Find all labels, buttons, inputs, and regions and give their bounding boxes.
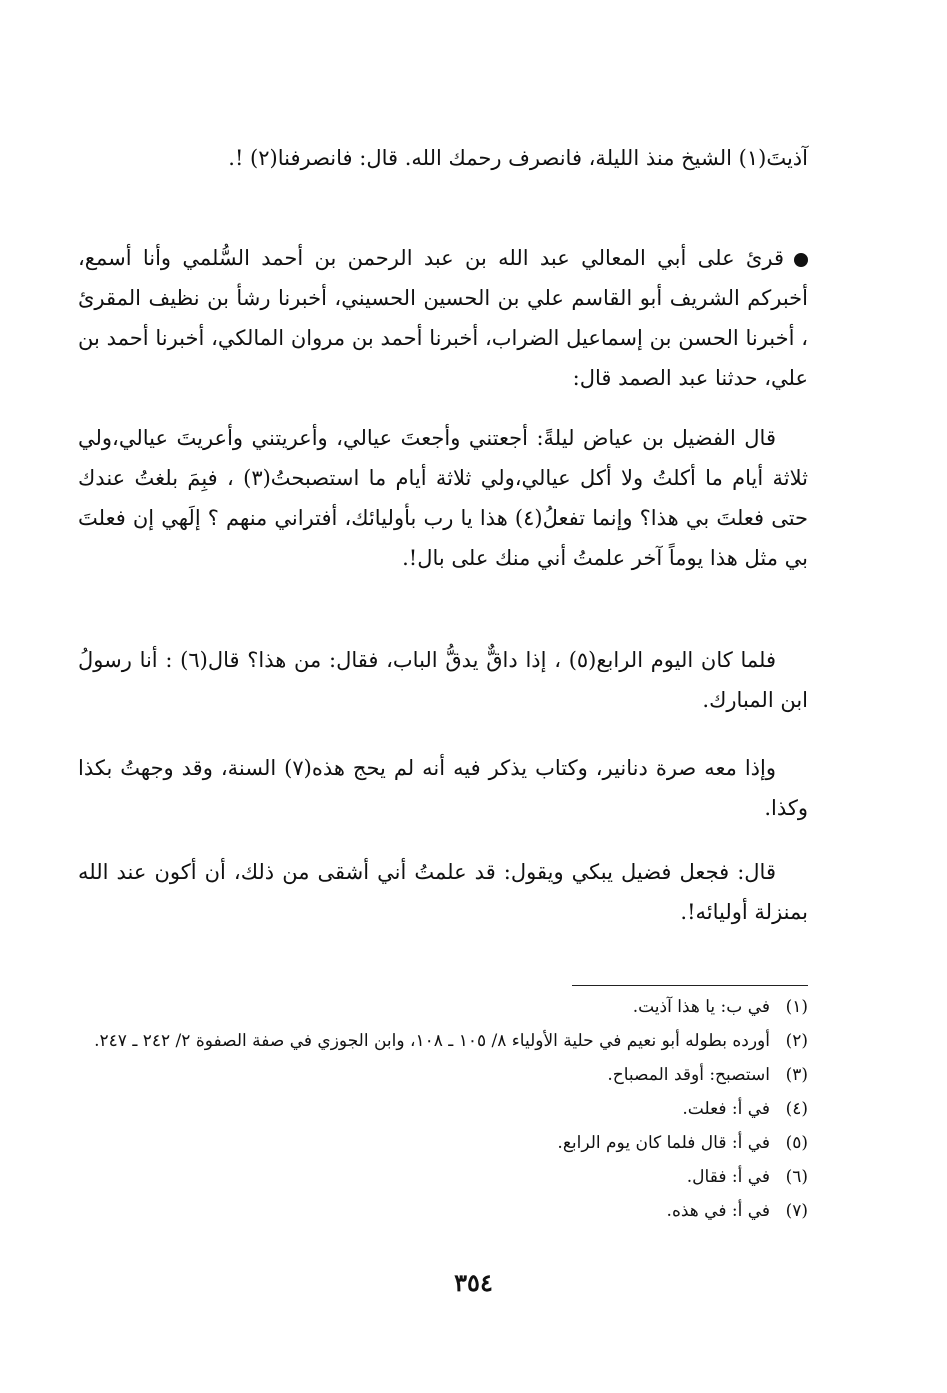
- paragraph-fourth-day: فلما كان اليوم الرابع(٥) ، إذا داقٌّ يدقُّ الباب، فقال: من هذا؟ قال(٦) : أنا رسولُ ابن المبارك.: [78, 648, 808, 712]
- continuation-line: آذيتَ(١) الشيخ منذ الليلة، فانصرف رحمك الله. قال: فانصرفنا(٢) !.: [228, 146, 808, 170]
- page-number: ٣٥٤: [454, 1268, 493, 1297]
- footnote-item: (١) في ب: يا هذا آذيت.: [632, 997, 808, 1017]
- isnad-paragraph: [78, 238, 808, 398]
- footnote-item: (٢) أورده بطوله أبو نعيم في حلية الأولياء ٨/ ١٠٥ ـ ١٠٨، وابن الجوزي في صفة الصفوة ٢/ ٢٤٢ ـ ٢٤٧.: [94, 1031, 808, 1051]
- footnote-item: (٣) استصبح: أوقد المصباح.: [607, 1065, 808, 1085]
- paragraph-text: قرئ على أبي المعالي عبد الله بن عبد الرحمن بن أحمد السُّلمي وأنا أسمع، أخبركم الشريف أبو القاسم علي بن الحسين الحسيني، أخبرنا رشأ بن نظيف المقرئ ، أخبرنا الحسن بن إسماعيل الضراب، أخبرنا أحمد بن مروان المالكي، أخبرنا أحمد بن علي، حدثنا عبد الصمد قال:: [78, 246, 808, 390]
- footnotes-list: [78, 990, 808, 1228]
- footnote-item: (٦) في أ: فقال.: [686, 1167, 808, 1187]
- footnote-item: (٤) في أ: فعلت.: [682, 1099, 808, 1119]
- paragraph-fudayl: قال الفضيل بن عياض ليلةً: أجعتني وأجعتَ عيالي، وأعريتني وأعريتَ عيالي،ولي ثلاثة أيام ما أكلتُ ولا أكل عيالي،ولي ثلاثة أيام ما استصبحتُ(٣) ، فبِمَ بلغتُ عندك حتى فعلتَ بي هذا؟ وإنما تفعلُ(٤) هذا يا رب بأوليائك، أفتراني منهم ؟ إلَهي إن فعلتَ بي مثل هذا يوماً آخر علمتُ أني منك على بال!.: [78, 426, 809, 570]
- footnote-divider: [572, 985, 808, 986]
- bullet-icon: [794, 253, 808, 267]
- paragraph-purse: وإذا معه صرة دنانير، وكتاب يذكر فيه أنه لم يحج هذه(٧) السنة، وقد وجهتُ بكذا وكذا.: [78, 756, 808, 820]
- footnote-item: (٧) في أ: في هذه.: [666, 1201, 808, 1221]
- paragraph-weeping: قال: فجعل فضيل يبكي ويقول: قد علمتُ أني أشقى من ذلك، أن أكون عند الله بمنزلة أوليائه!.: [78, 860, 808, 924]
- footnote-item: (٥) في أ: قال فلما كان يوم الرابع.: [557, 1133, 808, 1153]
